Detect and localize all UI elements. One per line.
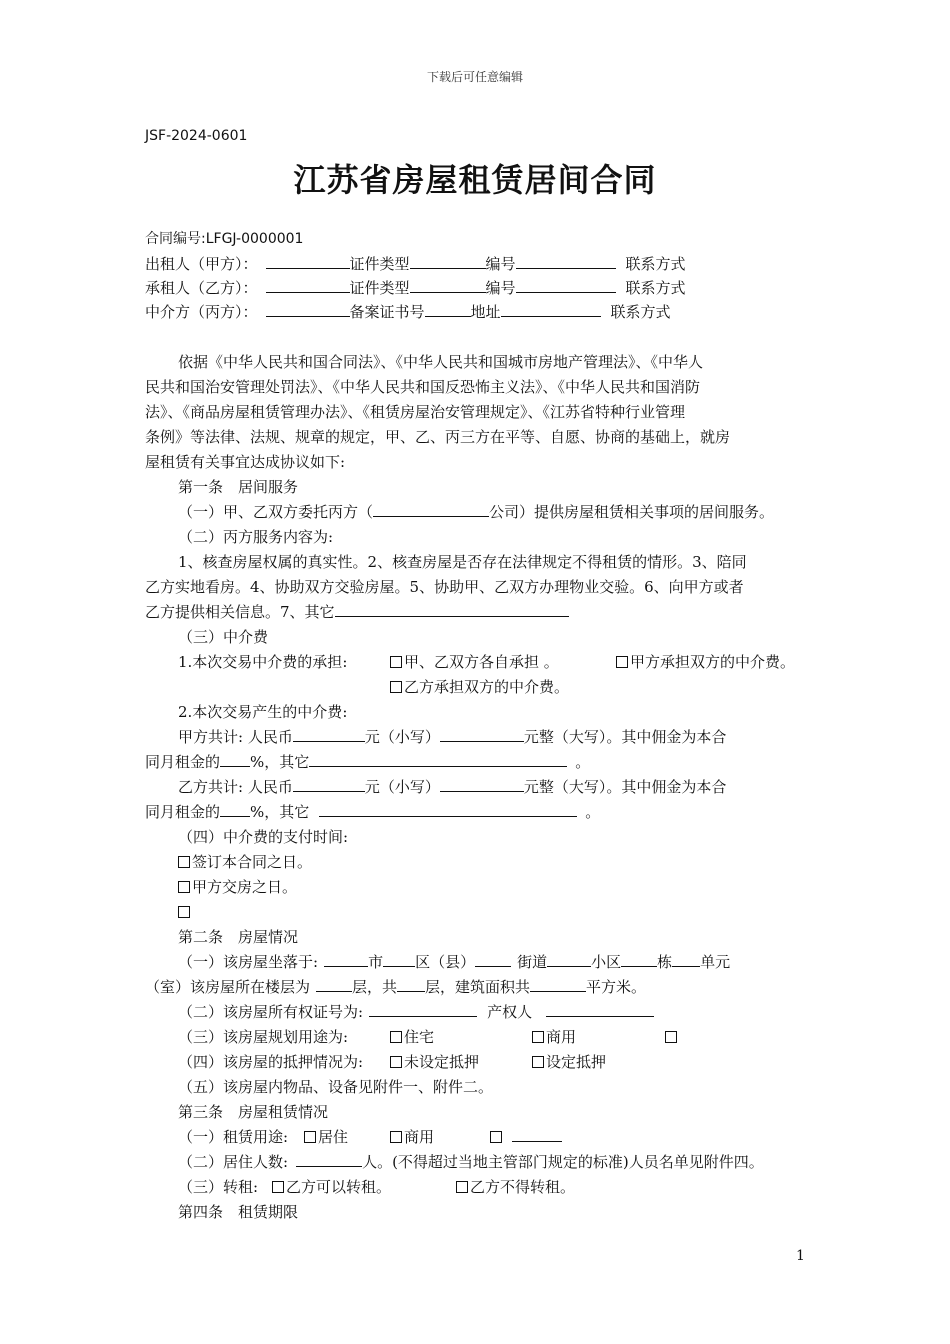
page-number: 1	[796, 1248, 805, 1264]
property-items-line: （五）该房屋内物品、设备见附件一、附件二。	[178, 1078, 494, 1096]
lessor-fee-line: 同月租金的 %，其它 。	[145, 753, 591, 771]
lessor-fee-line: 甲方共计: 人民币 元（小写） 元整（大写）。其中佣金为本合	[178, 728, 727, 746]
payment-option-handover[interactable]: 甲方交房之日。	[178, 877, 297, 897]
document-code: JSF-2024-0601	[145, 128, 248, 144]
use-option-commercial[interactable]: 商用	[532, 1027, 576, 1047]
purpose-option-other[interactable]	[490, 1127, 562, 1147]
planned-use-line: （三）该房屋规划用途为:	[178, 1028, 349, 1046]
checkbox-icon	[390, 1031, 402, 1043]
mortgage-option-none[interactable]: 未设定抵押	[390, 1052, 479, 1072]
preamble-line: 民共和国治安管理处罚法》、《中华人民共和国反恐怖主义法》、《中华人民共和国消防	[145, 378, 701, 396]
checkbox-icon	[665, 1031, 677, 1043]
article-1-clause-1: （一）甲、乙双方委托丙方（ 公司）提供房屋租赁相关事项的居间服务。	[178, 503, 775, 521]
sublet-option-allowed[interactable]: 乙方可以转租。	[272, 1177, 391, 1197]
mortgage-option-set[interactable]: 设定抵押	[532, 1052, 606, 1072]
occupants-line: （二）居住人数: 人。(不得超过当地主管部门规定的标准)人员名单见附件四。	[178, 1153, 764, 1171]
preamble-line: 条例》等法律、法规、规章的规定，甲、乙、丙三方在平等、自愿、协商的基础上，就房	[145, 428, 731, 446]
service-list-line: 乙方实地看房。4、协助双方交验房屋。5、协助甲、乙双方办理物业交验。6、向甲方或者	[145, 578, 744, 596]
lessee-fee-line: 同月租金的 %，其它 。	[145, 803, 601, 821]
agent-line: 中介方（丙方）： 备案证书号 地址 联系方式	[145, 303, 671, 321]
fee-bearer-line: 1.本次交易中介费的承担:	[178, 653, 348, 671]
checkbox-icon	[616, 656, 628, 668]
sublet-option-forbidden[interactable]: 乙方不得转租。	[456, 1177, 575, 1197]
payment-option-other[interactable]	[178, 902, 192, 922]
contract-number: 合同编号:LFGJ-0000001	[145, 231, 304, 247]
fee-option-lessor-pays[interactable]: 甲方承担双方的中介费。	[616, 652, 795, 672]
preamble-line: 依据《中华人民共和国合同法》、《中华人民共和国城市房地产管理法》、《中华人	[178, 353, 704, 371]
checkbox-icon	[390, 1056, 402, 1068]
checkbox-icon	[390, 1131, 402, 1143]
ownership-certificate-line: （二）该房屋所有权证号为: 产权人	[178, 1002, 654, 1022]
payment-option-signing[interactable]: 签订本合同之日。	[178, 852, 312, 872]
use-option-other[interactable]	[665, 1027, 679, 1047]
lease-purpose-line: （一）租赁用途:	[178, 1128, 289, 1146]
article-2-title: 第二条 房屋情况	[178, 928, 299, 946]
sublet-line: （三）转租:	[178, 1178, 259, 1196]
lessor-line: 出租人（甲方）： 证件类型 编号 联系方式	[145, 255, 686, 273]
article-1-title: 第一条 居间服务	[178, 478, 299, 496]
checkbox-icon	[178, 856, 190, 868]
fee-option-both-each[interactable]: 甲、乙双方各自承担 。	[390, 652, 559, 672]
article-4-title: 第四条 租赁期限	[178, 1203, 299, 1221]
article-1-clause-2: （二）丙方服务内容为:	[178, 528, 334, 546]
preamble-line: 屋租赁有关事宜达成协议如下:	[145, 453, 346, 471]
purpose-option-residence[interactable]: 居住	[304, 1127, 348, 1147]
article-1-clause-3: （三）中介费	[178, 628, 269, 646]
checkbox-icon	[390, 656, 402, 668]
service-list-line: 1、核查房屋权属的真实性。2、核查房屋是否存在法律规定不得租赁的情形。3、陪同	[178, 553, 747, 571]
mortgage-line: （四）该房屋的抵押情况为:	[178, 1053, 364, 1071]
payment-time-heading: （四）中介费的支付时间:	[178, 828, 349, 846]
fee-amount-heading: 2.本次交易产生的中介费:	[178, 703, 348, 721]
checkbox-icon	[490, 1131, 502, 1143]
service-list-line: 乙方提供相关信息。7、其它	[145, 602, 569, 622]
lessee-line: 承租人（乙方）： 证件类型 编号 联系方式	[145, 279, 686, 297]
use-option-residential[interactable]: 住宅	[390, 1027, 434, 1047]
property-location-line: （一）该房屋坐落于: 市 区（县） 街道 小区 栋 单元	[178, 953, 731, 971]
checkbox-icon	[390, 681, 402, 693]
fee-option-lessee-pays[interactable]: 乙方承担双方的中介费。	[390, 677, 569, 697]
property-floor-line: （室）该房屋所在楼层为 层，共 层，建筑面积共 平方米。	[145, 978, 647, 996]
contract-title: 江苏省房屋租赁居间合同	[293, 161, 657, 199]
checkbox-icon	[532, 1056, 544, 1068]
purpose-option-commercial[interactable]: 商用	[390, 1127, 434, 1147]
checkbox-icon	[272, 1181, 284, 1193]
article-3-title: 第三条 房屋租赁情况	[178, 1103, 329, 1121]
checkbox-icon	[532, 1031, 544, 1043]
lessee-fee-line: 乙方共计: 人民币 元（小写） 元整（大写）。其中佣金为本合	[178, 778, 727, 796]
preamble-line: 法》、《商品房屋租赁管理办法》、《租赁房屋治安管理规定》、《江苏省特种行业管理	[145, 403, 686, 421]
checkbox-icon	[178, 881, 190, 893]
header-note: 下载后可任意编辑	[426, 70, 523, 84]
checkbox-icon	[456, 1181, 468, 1193]
checkbox-icon	[178, 906, 190, 918]
checkbox-icon	[304, 1131, 316, 1143]
